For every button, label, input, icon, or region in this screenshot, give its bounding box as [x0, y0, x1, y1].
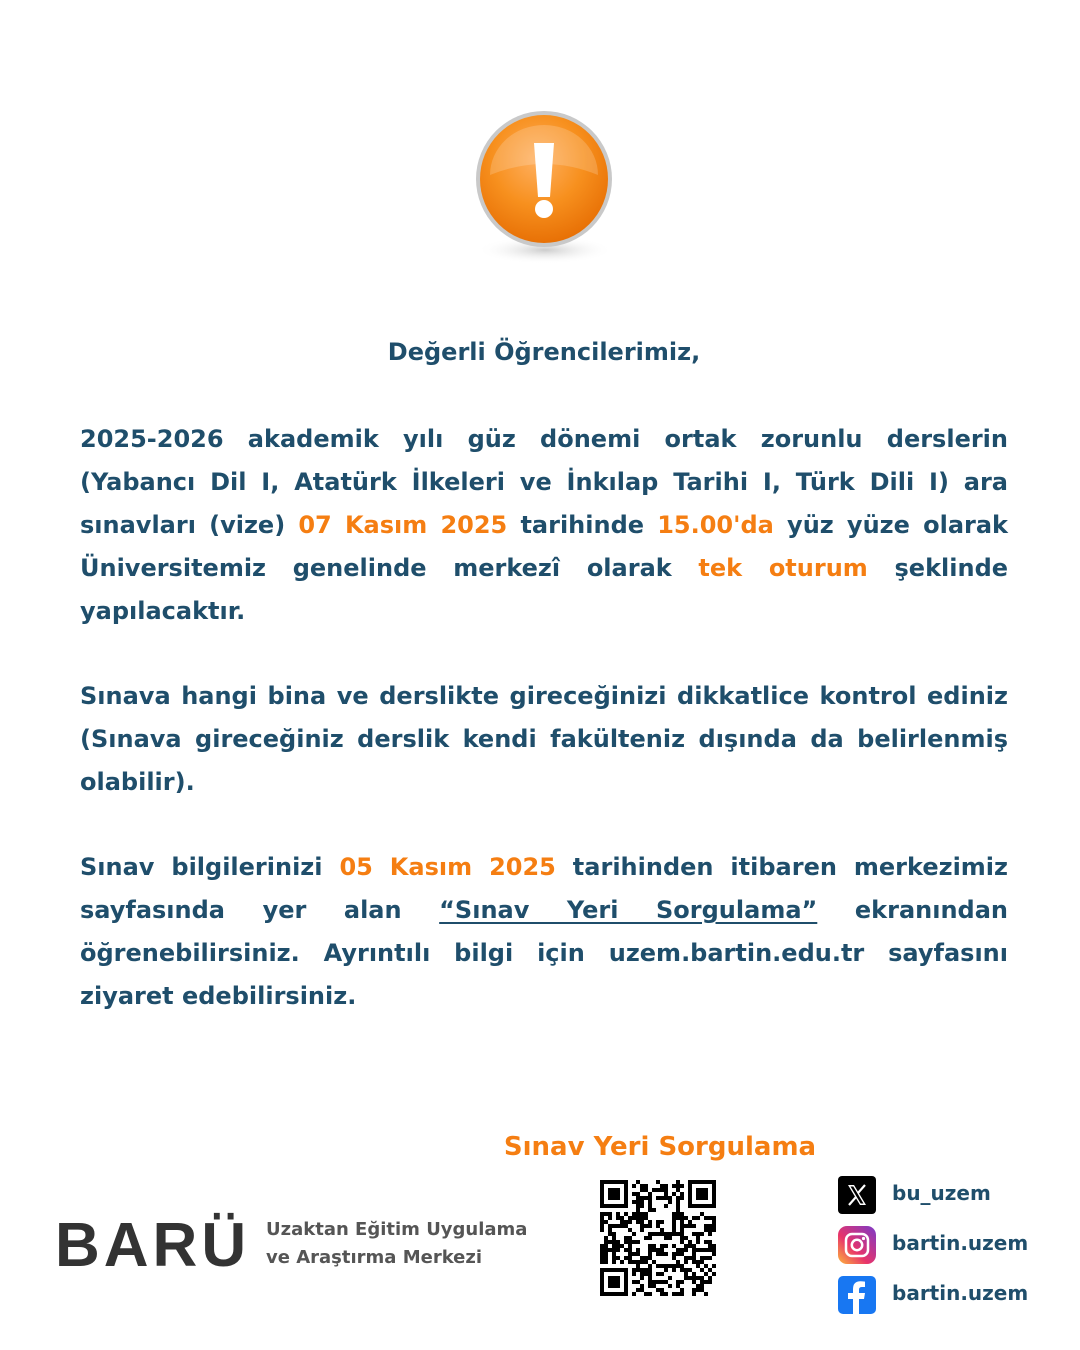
query-date: 05 Kasım 2025 — [339, 853, 556, 881]
qr-title: Sınav Yeri Sorgulama — [503, 1132, 817, 1162]
exam-time: 15.00'da — [657, 511, 774, 539]
greeting: Değerli Öğrencilerimiz, — [387, 338, 701, 366]
baru-logo — [55, 1208, 255, 1284]
paragraph-exam-info: 2025-2026 akademik yılı güz dönemi ortak zorunlu derslerin (Yabancı Dil I, Atatürk İlkeleri ve İnkılap Tarihi I, Türk Dili I) ara sınavları (vize) 07 Kasım 2025 tarihinde 15.00'da yüz yüze olarak Üniversitemiz genelinde merkezî olarak tek oturum şeklinde yapılacaktır. — [80, 425, 1009, 625]
session-type: tek oturum — [698, 554, 868, 582]
paragraph-check-room: Sınava hangi bina ve derslikte gireceğinizi dikkatlice kontrol ediniz (Sınava gireceğiniz derslik kendi fakülteniz dışında da belirlenmiş olabilir). — [80, 682, 1008, 796]
x-icon — [838, 1176, 876, 1214]
instagram-icon — [838, 1226, 876, 1264]
qr-code[interactable] — [600, 1180, 716, 1296]
announcement-body — [80, 418, 1008, 1060]
facebook-icon — [838, 1276, 876, 1314]
organization-name: Uzaktan Eğitim Uygulama ve Araştırma Merkezi — [266, 1219, 528, 1268]
exam-location-query-link[interactable]: “Sınav Yeri Sorgulama” — [439, 896, 818, 924]
exam-date: 07 Kasım 2025 — [298, 511, 508, 539]
logo-text: BARÜ — [55, 1211, 251, 1280]
warning-icon — [470, 105, 620, 275]
paragraph-query-info: Sınav bilgilerinizi 05 Kasım 2025 tarihinden itibaren merkezimiz sayfasında yer alan “Sınav Yeri Sorgulama” ekranından öğrenebilirsiniz. Ayrıntılı bilgi için uzem.bartin.edu.tr sayfasını ziyaret edebilirsiniz. — [80, 853, 1008, 1010]
